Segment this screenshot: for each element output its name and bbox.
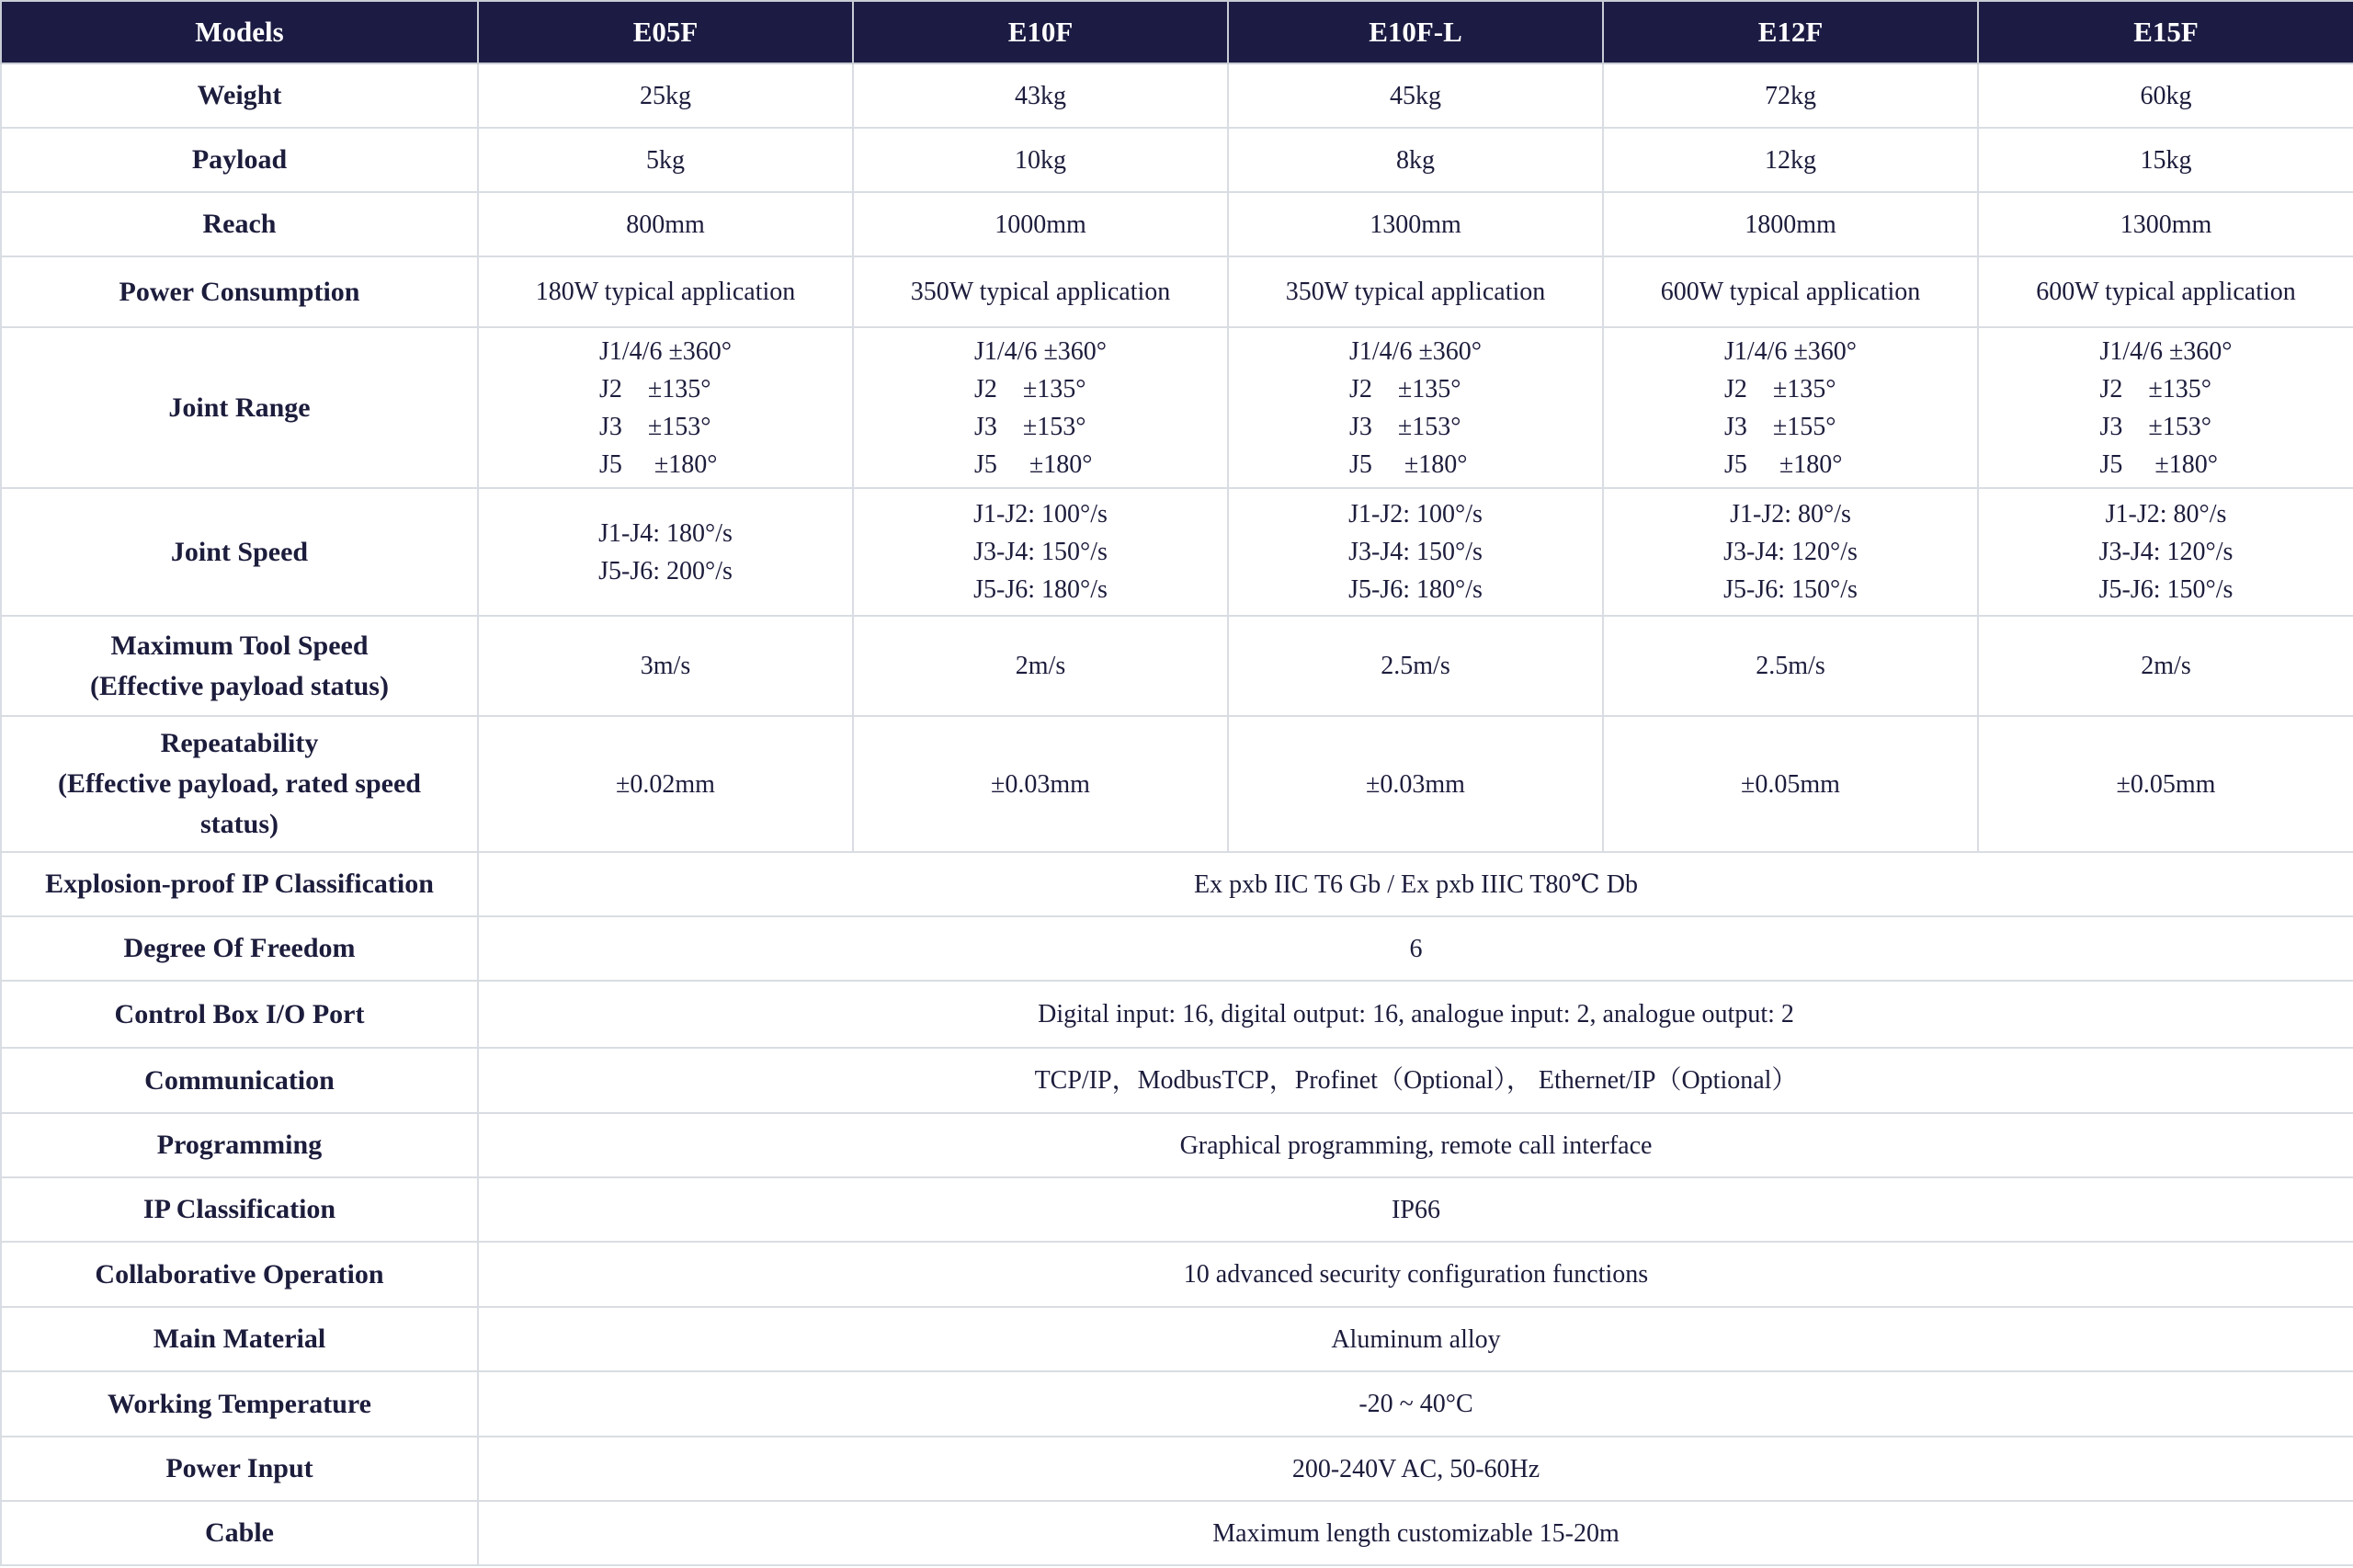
joint-range-line: J3 ±155° xyxy=(1723,412,1836,441)
row-label: Communication xyxy=(1,1048,478,1113)
header-models-label: Models xyxy=(1,1,478,63)
row-communication xyxy=(1,1048,2353,1113)
header-model: E10F-L xyxy=(1228,1,1603,63)
cell-value xyxy=(853,327,1228,488)
joint-speed-line: J3-J4: 120°/s xyxy=(1723,538,1858,566)
joint-range-line: J3 ±153° xyxy=(1348,412,1461,441)
row-label: Programming xyxy=(1,1113,478,1177)
joint-speed-line: J1-J2: 80°/s xyxy=(2105,500,2227,528)
joint-range-line: J1/4/6 ±360° xyxy=(973,336,1108,366)
row-label: IP Classification xyxy=(1,1177,478,1242)
joint-range-line: J2 ±135° xyxy=(598,374,711,403)
joint-speed-line: J3-J4: 150°/s xyxy=(973,538,1108,566)
cell-value: Maximum length customizable 15-20m xyxy=(478,1501,2353,1565)
joint-speed-line: J5-J6: 180°/s xyxy=(973,575,1108,604)
row-repeatability xyxy=(1,716,2353,852)
cell-value: 600W typical application xyxy=(1603,256,1978,327)
row-max-tool-speed xyxy=(1,616,2353,716)
cell-value: Digital input: 16, digital output: 16, analogue input: 2, analogue output: 2 xyxy=(478,981,2353,1048)
row-label: Reach xyxy=(1,192,478,256)
row-label: Collaborative Operation xyxy=(1,1242,478,1307)
row-label: Power Consumption xyxy=(1,256,478,327)
cell-value xyxy=(478,488,853,616)
cell-value: 2.5m/s xyxy=(1603,616,1978,716)
joint-range-line: J5 ±180° xyxy=(1348,449,1468,479)
joint-range-line: J5 ±180° xyxy=(2099,449,2218,479)
cell-value: 350W typical application xyxy=(1228,256,1603,327)
cell-value xyxy=(853,488,1228,616)
row-power-consumption xyxy=(1,256,2353,327)
row-power-input xyxy=(1,1437,2353,1501)
joint-range-line: J2 ±135° xyxy=(973,374,1086,403)
joint-range-line: J5 ±180° xyxy=(1723,449,1843,479)
row-label: Joint Range xyxy=(1,327,478,488)
joint-range-line: J1/4/6 ±360° xyxy=(1723,336,1858,366)
cell-value: 6 xyxy=(478,916,2353,981)
row-label: Explosion-proof IP Classification xyxy=(1,852,478,916)
joint-range-line: J3 ±153° xyxy=(2099,412,2211,441)
cell-value: 600W typical application xyxy=(1978,256,2353,327)
cell-value xyxy=(1978,327,2353,488)
cell-value: Graphical programming, remote call interface xyxy=(478,1113,2353,1177)
cell-value: TCP/IP，ModbusTCP，Profinet（Optional）， Ethernet/IP（Optional） xyxy=(478,1048,2353,1113)
cell-value xyxy=(1978,488,2353,616)
cell-value: 1800mm xyxy=(1603,192,1978,256)
cell-value: 45kg xyxy=(1228,63,1603,128)
cell-value: 12kg xyxy=(1603,128,1978,192)
cell-value: ±0.03mm xyxy=(853,716,1228,852)
joint-range-line: J1/4/6 ±360° xyxy=(2099,336,2233,366)
joint-range-line: J5 ±180° xyxy=(598,449,718,479)
cell-value: 1000mm xyxy=(853,192,1228,256)
cell-value xyxy=(478,327,853,488)
row-label: Working Temperature xyxy=(1,1371,478,1437)
joint-range-line: J2 ±135° xyxy=(1348,374,1461,403)
cell-value: 25kg xyxy=(478,63,853,128)
joint-range-line: J2 ±135° xyxy=(1723,374,1836,403)
cell-value: 10 advanced security configuration functions xyxy=(478,1242,2353,1307)
cell-value: Ex pxb IIC T6 Gb / Ex pxb IIIC T80℃ Db xyxy=(478,852,2353,916)
cell-value: ±0.05mm xyxy=(1603,716,1978,852)
joint-speed-line: J5-J6: 180°/s xyxy=(1348,575,1483,604)
joint-speed-line: J1-J2: 100°/s xyxy=(973,500,1108,528)
cell-value: 8kg xyxy=(1228,128,1603,192)
row-label: Weight xyxy=(1,63,478,128)
cell-value: 72kg xyxy=(1603,63,1978,128)
cell-value: 2.5m/s xyxy=(1228,616,1603,716)
row-label-line: Maximum Tool Speed xyxy=(110,630,369,661)
joint-range-line: J3 ±153° xyxy=(973,412,1086,441)
joint-speed-line: J3-J4: 150°/s xyxy=(1348,538,1483,566)
cell-value: IP66 xyxy=(478,1177,2353,1242)
row-label xyxy=(1,616,478,716)
cell-value: 15kg xyxy=(1978,128,2353,192)
cell-value: ±0.03mm xyxy=(1228,716,1603,852)
joint-speed-line: J1-J4: 180°/s xyxy=(598,518,733,548)
cell-value: 3m/s xyxy=(478,616,853,716)
joint-range-line: J5 ±180° xyxy=(973,449,1093,479)
cell-value: 350W typical application xyxy=(853,256,1228,327)
joint-speed-line: J5-J6: 200°/s xyxy=(598,556,733,585)
joint-range-line: J3 ±153° xyxy=(598,412,711,441)
row-label-line: Repeatability xyxy=(160,728,319,758)
row-explosion-proof xyxy=(1,852,2353,916)
row-ip-classification xyxy=(1,1177,2353,1242)
row-joint-speed xyxy=(1,488,2353,616)
cell-value: ±0.05mm xyxy=(1978,716,2353,852)
cell-value: 5kg xyxy=(478,128,853,192)
row-label: Joint Speed xyxy=(1,488,478,616)
row-label: Power Input xyxy=(1,1437,478,1501)
cell-value xyxy=(1228,327,1603,488)
row-reach xyxy=(1,192,2353,256)
cell-value: 43kg xyxy=(853,63,1228,128)
cell-value: 800mm xyxy=(478,192,853,256)
header-row xyxy=(1,1,2353,63)
row-io-port xyxy=(1,981,2353,1048)
row-working-temperature xyxy=(1,1371,2353,1437)
cell-value: -20 ~ 40°C xyxy=(478,1371,2353,1437)
cell-value: ±0.02mm xyxy=(478,716,853,852)
row-payload xyxy=(1,128,2353,192)
cell-value xyxy=(1603,488,1978,616)
cell-value xyxy=(1228,488,1603,616)
row-label: Payload xyxy=(1,128,478,192)
row-label: Main Material xyxy=(1,1307,478,1371)
row-label xyxy=(1,716,478,852)
cell-value: Aluminum alloy xyxy=(478,1307,2353,1371)
joint-speed-line: J1-J2: 100°/s xyxy=(1348,500,1483,528)
joint-range-line: J1/4/6 ±360° xyxy=(598,336,733,366)
row-weight xyxy=(1,63,2353,128)
row-label: Degree Of Freedom xyxy=(1,916,478,981)
row-main-material xyxy=(1,1307,2353,1371)
cell-value: 180W typical application xyxy=(478,256,853,327)
row-cable xyxy=(1,1501,2353,1565)
row-label-line: (Effective payload, rated speed xyxy=(58,768,421,799)
header-model: E05F xyxy=(478,1,853,63)
row-joint-range xyxy=(1,327,2353,488)
header-model: E12F xyxy=(1603,1,1978,63)
row-label-line: status) xyxy=(199,809,278,839)
row-collaborative-operation xyxy=(1,1242,2353,1307)
cell-value: 10kg xyxy=(853,128,1228,192)
joint-speed-line: J5-J6: 150°/s xyxy=(2098,575,2234,604)
cell-value: 2m/s xyxy=(1978,616,2353,716)
cell-value: 1300mm xyxy=(1978,192,2353,256)
cell-value: 1300mm xyxy=(1228,192,1603,256)
row-degree-of-freedom xyxy=(1,916,2353,981)
joint-range-line: J1/4/6 ±360° xyxy=(1348,336,1483,366)
header-model: E15F xyxy=(1978,1,2353,63)
header-model: E10F xyxy=(853,1,1228,63)
row-label: Cable xyxy=(1,1501,478,1565)
row-label: Control Box I/O Port xyxy=(1,981,478,1048)
cell-value xyxy=(1603,327,1978,488)
row-label-line: (Effective payload status) xyxy=(90,670,389,701)
cell-value: 200-240V AC, 50-60Hz xyxy=(478,1437,2353,1501)
joint-speed-line: J1-J2: 80°/s xyxy=(1730,500,1851,528)
joint-range-line: J2 ±135° xyxy=(2099,374,2211,403)
cell-value: 60kg xyxy=(1978,63,2353,128)
joint-speed-line: J3-J4: 120°/s xyxy=(2098,538,2234,566)
cell-value: 2m/s xyxy=(853,616,1228,716)
joint-speed-line: J5-J6: 150°/s xyxy=(1723,575,1858,604)
row-programming xyxy=(1,1113,2353,1177)
